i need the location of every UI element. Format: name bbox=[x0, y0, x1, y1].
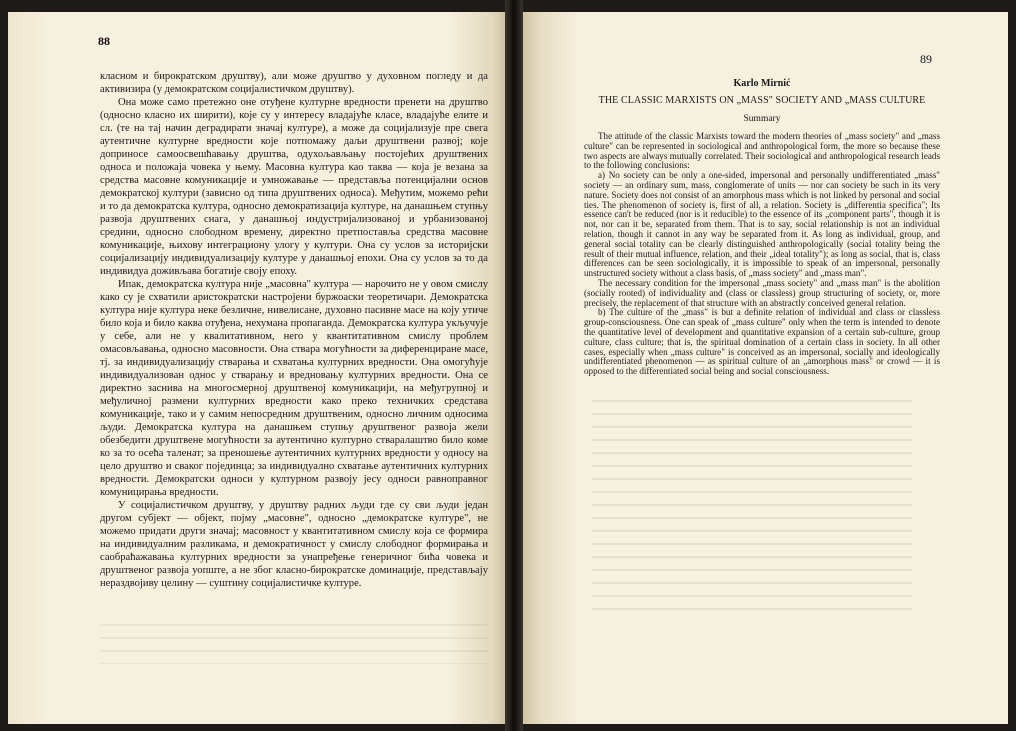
paragraph: The necessary condition for the impersonal „mass society" and „mass man" is the abolition (socially rooted) of individuality and (class or classless) group structuring of society, or, more precisely, the replacement of that structure with an abstractly conceived general relation. bbox=[584, 277, 940, 308]
book-gutter bbox=[505, 0, 523, 731]
left-page-body bbox=[100, 70, 488, 590]
right-page-number: 89 bbox=[920, 52, 932, 66]
paragraph: The attitude of the classic Marxists toward the modern theories of „mass society" and „mass culture" can be represented in sociological and anthropological form, the more so because these two aspects are always mutually correlated. Their sociological and anthropological research leads to the following conclusions: bbox=[584, 131, 940, 171]
left-page-number: 88 bbox=[98, 34, 110, 48]
article-title: THE CLASSIC MARXISTS ON „MASS" SOCIETY AND „MASS CULTURE bbox=[598, 95, 926, 106]
paragraph: Ипак, демократска култура није „масовна" култура — нарочито не у овом смислу како су је схватили аристократски настројени буржоаски теоретичари. Демократска култура није култура неке безличне, нивелисане, духовно пасивне масе на коју утиче било која и било каква отуђена, нехумана пропаганда. Демократска култура укључује у себе, али не у квалитативном, него у квантитативном смислу проблем омасовљавања, односно масовности. Она ствара могућности за диференциране масе, тј. за индивидуализацију стварања и схватања културних вредности. Она омогућује индивидуализован однос у стварању и вредновању културних вредности. Она се директно заснива на многосмерној друштвеној комуникацији, на међугрупној и међуличној размени културних вредности како преко техничких средстава комуникације, тако и у самим непосредним друштвеним, односно личним односима људи. Демократска култура на данашњем ступњу друштвеног развоја жели обезбедити друштвене могућности за аутентично културно стваралаштво било коме ко за то осећа таленат; за преношење аутентичних културних вредности у односу на цело друштво и сваког појединца; за индивидуално схватање аутентичних културних вредности. Демократски односи у културном развоју јесу односи равноправног комуницирања вредности. bbox=[100, 279, 488, 498]
bleed-through-text bbox=[100, 624, 488, 664]
paragraph: У социјалистичком друштву, у друштву радних људи где су сви људи један другом субјект — објект, појму „масовне", односно „демократске културе", не можемо придати други значај; масовност у квантитативном смислу која се формира на индивидуалним разликама, и демократичност у смислу слободног формирања и саобраћажавања културних вредности за унапређење генеричног бића човека и друштвеног развоја уопште, а не због класно-бирократске доминације, представљају нераздвојиву целину — суштину социјалистичке културе. bbox=[100, 500, 488, 589]
summary-text bbox=[584, 132, 940, 377]
paragraph: b) The culture of the „mass" is but a definite relation of individual and class or classless group-consciousness. One can speak of „mass culture" only when the term is intended to denote the quantitative level of development and quantitative expansion of a certain sub-culture, group culture, class culture; that is, the spiritual domination of a certain class in society. In all other cases, especially when „mass culture" is conceived as an impersonal, socially and ideologically undifferentiated phenomenon — as spiritual culture of an „amorphous mass" or crowd — it is opposed to the differentiated social being and social consciousness. bbox=[584, 307, 940, 377]
article-author: Karlo Mirnić bbox=[733, 78, 791, 89]
paragraph: a) No society can be only a one-sided, impersonal and personally undifferentiated „mass" society — an ordinary sum, mass, conglomerate of units — nor can society be such in its very nature. Society does not consist of an amorphous mass which is not linked by personal and social ties. The phenomenon of society is, first of all, a relation. Society is „differentia specifica"; Its essence can't be reduced (nor is it reducible) to the essence of its „component parts", though it is not, nor can it be, separated from them. That is to say, social relationship is not an individual relation, though it cannot in any way be separated from it. As long as individual, group, and general social totality can be clearly distinguished anthropologically (social totality being the result of their mutual influence, relation, and their „ideal totality"); as long as social, that is, class differences can be seen sociologically, it is impossible to speak of an impersonal, personally unstructured society without a class basis, of „mass society" and „mass man". bbox=[584, 170, 940, 279]
right-page-body bbox=[584, 78, 940, 377]
paragraph: класном и бирократском друштву), али може друштво у духовном погледу и да активизира (у демократском социјалистичком друштву). bbox=[100, 71, 488, 95]
bleed-through-text bbox=[592, 400, 912, 620]
paragraph: Она може само претежно оне отуђене културне вредности пренети на друштво (односно класно их ширити), које су у интересу владајуће класе, владајуће елите и сл. (те на тај начин деградирати значај културе), а може да социјализује пре свега аутентичне културне вредности које потпомажу даљи друштвени развој; које доприносе самоосвешћавању друштва, одухољављању постојећих друштвених односа и положаја човека у њему. Масовна култура као таква — која је везана за средства масовне комуникације и умножавање — представља потенцијални основ демократској култури (зависно од типа друштвених односа). Међутим, можемо рећи и то да демократска култура, односно демократизација културе, на данашњем ступњу развоја друштвених снага, у данашњој индустријализованој и урбанизованој средини, односно слободном времену, директно претпоставља средства масовне комуникације, њихову интеграциону улогу у култури. Она су услов за историјски социјализацију индивидуализацију културе у данашњој епохи. Она су услов за то да индивидуа доживљава богатије своју епоху. bbox=[100, 97, 488, 277]
summary-heading: Summary bbox=[743, 114, 781, 124]
